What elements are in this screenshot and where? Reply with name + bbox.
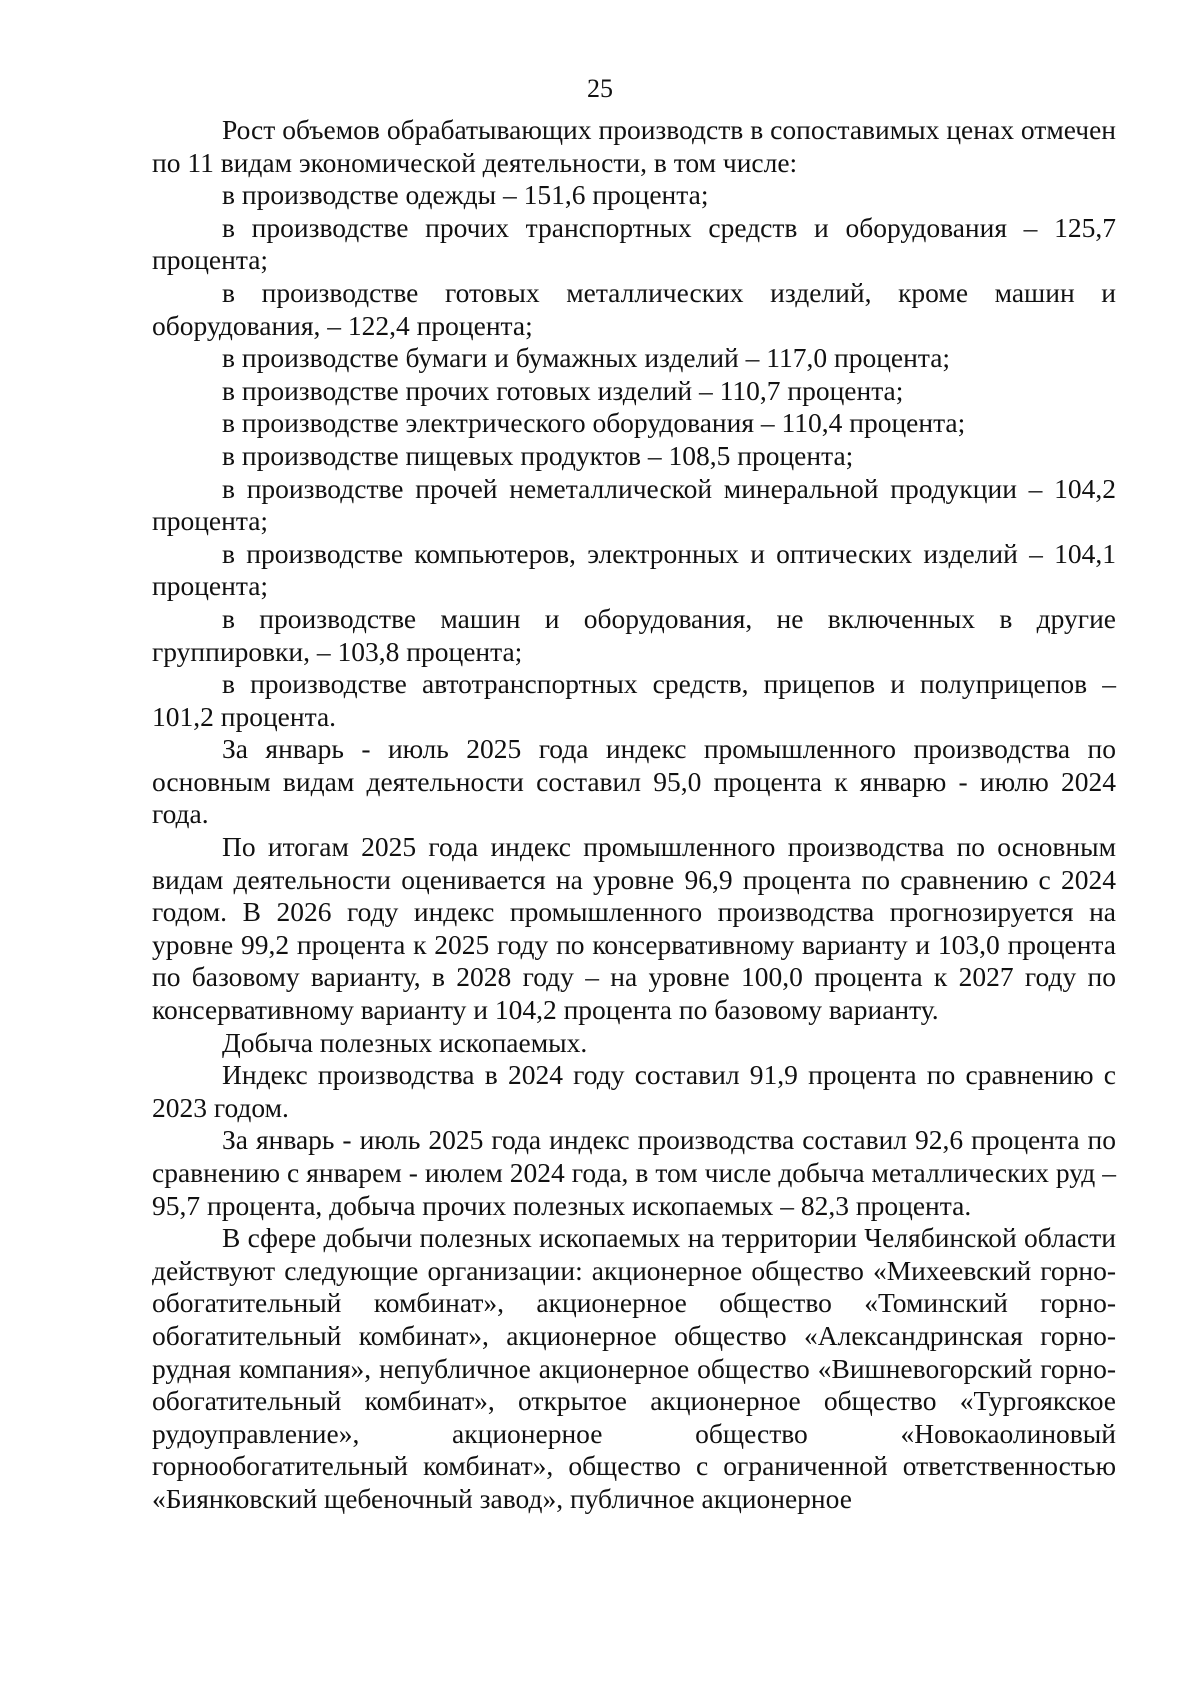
paragraph-computers-electronics: в производстве компьютеров, электронных и оптических изделий – 104,1 процента; (152, 537, 1116, 602)
paragraph-clothing: в производстве одежды – 151,6 процента; (222, 179, 709, 211)
page-number: 25 (587, 74, 613, 103)
paragraph-nonmetal-minerals: в производстве прочей неметаллической минеральной продукции – 104,2 процента; (152, 472, 1116, 537)
paragraph-mining-heading: Добыча полезных ископаемых. (222, 1026, 588, 1058)
document-body (152, 114, 1116, 1516)
paragraph-other-transport: в производстве прочих транспортных средств и оборудования – 125,7 процента; (152, 211, 1116, 276)
paragraph-forecast: По итогам 2025 года индекс промышленного производства по основным видам деятельности оценивается на уровне 96,9 процента по сравнению с 2024 годом. В 2026 году индекс промышленного производства прогнозируется на уровне 99,2 процента к 2025 году по консервативному варианту и 103,0 процента по базовому варианту, в 2028 году – на уровне 100,0 процента к 2027 году по консервативному варианту и 104,2 процента по базовому варианту. (152, 831, 1116, 1026)
paragraph-other-finished-goods: в производстве прочих готовых изделий – 110,7 процента; (222, 374, 904, 406)
paragraph-mining-jan-jul: За январь - июль 2025 года индекс производства составил 92,6 процента по сравнению с январем - июлем 2024 года, в том числе добыча металлических руд – 95,7 процента, добыча прочих полезных ископаемых – 82,3 процента. (152, 1124, 1116, 1221)
paragraph-paper: в производстве бумаги и бумажных изделий – 117,0 процента; (222, 342, 951, 374)
paragraph-motor-vehicles: в производстве автотранспортных средств, прицепов и полуприцепов – 101,2 процента. (152, 668, 1116, 732)
paragraph-mining-organizations: В сфере добычи полезных ископаемых на территории Челябинской области действуют следующие организации: акционерное общество «Михеевский горно-обогатительный комбинат», акционерное общество «Томинский горно-обогатительный комбинат», акционерное общество «Александринская горно-рудная компания», непубличное акционерное общество «Вишневогорский горно-обогатительный комбинат», открытое акционерное общество «Тургоякское рудоуправление», акционерное общество «Новокаолиновый горнообогатительный комбинат», общество с ограниченной ответственностью «Биянковский щебеночный завод», публичное акционерное (152, 1222, 1116, 1514)
paragraph-jan-jul-index: За январь - июль 2025 года индекс промышленного производства по основным видам деятельности составил 95,0 процента к январю - июлю 2024 года. (152, 733, 1116, 830)
paragraph-electrical-equipment: в производстве электрического оборудования – 110,4 процента; (222, 407, 966, 439)
paragraph-mining-2024: Индекс производства в 2024 году составил 91,9 процента по сравнению с 2023 годом. (152, 1059, 1116, 1123)
paragraph-metal-products: в производстве готовых металлических изделий, кроме машин и оборудования, – 122,4 процента; (152, 276, 1116, 341)
paragraph-growth-intro: Рост объемов обрабатывающих производств в сопоставимых ценах отмечен по 11 видам экономической деятельности, в том числе: (152, 114, 1116, 178)
paragraph-machinery: в производстве машин и оборудования, не включенных в другие группировки, – 103,8 процента; (152, 602, 1116, 667)
paragraph-food-products: в производстве пищевых продуктов – 108,5 процента; (222, 439, 854, 471)
